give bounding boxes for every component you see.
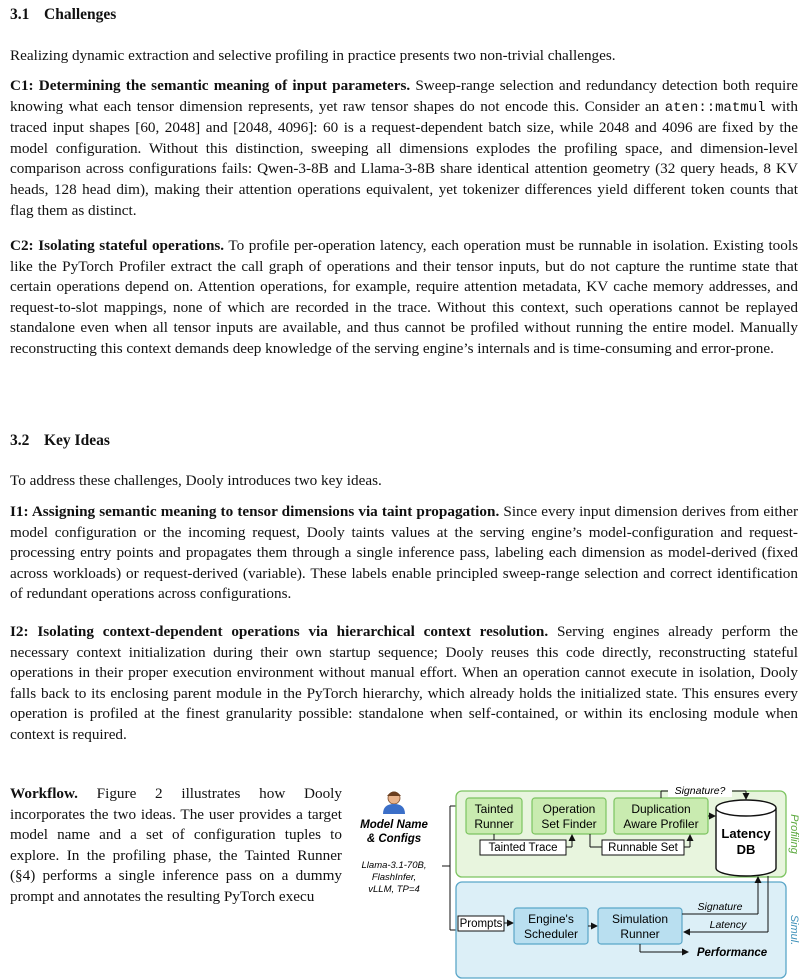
prompts-label: Prompts [459, 918, 503, 930]
paragraph-workflow [10, 784, 342, 908]
simulation-runner-label: Simulation [611, 912, 669, 926]
engine-scheduler-label: Engine's [528, 912, 574, 926]
tainted-trace-label: Tainted Trace [488, 842, 558, 854]
section-title: Challenges [44, 6, 117, 23]
paragraph-text: Sweep-range selection and redundancy detection both require knowing what each tensor dimension represents, yet raw tensor shapes do not encode this. Consider an [10, 77, 798, 115]
paragraph-lead: I1: Assigning semantic meaning to tensor dimensions via taint propagation. [10, 503, 500, 520]
section-number: 3.1 [10, 6, 30, 23]
section-heading-key-ideas [10, 432, 110, 450]
section-number: 3.2 [10, 432, 30, 449]
tainted-runner-label: Tainted [474, 802, 514, 816]
signature-label: Signature [697, 901, 743, 913]
paragraph-text: Realizing dynamic extraction and selective profiling in practice presents two non-trivial challenges. [10, 47, 616, 64]
duplication-profiler-label: Aware Profiler [623, 817, 699, 831]
paragraph-text: Serving engines already perform the necessary context initialization during their own startup sequence; Dooly reuses this code directly, reconstructing stateful operations in their proper execution environment without manual effort. When an operation cannot execute in isolation, Dooly falls back to its enclosing parent module in the PyTorch hierarchy, which already holds the initialized state. This ensures every operation is profiled at the finest granularity possible: standalone when self-contained, or within its enclosing module when context is required. [10, 623, 798, 743]
operation-set-finder-label: Operation [542, 802, 596, 816]
input-example: vLLM, TP=4 [368, 884, 420, 895]
paragraph-text: with traced input shapes [60, 2048] and [2048, 4096]: 60 is a request-dependent batch size, while 2048 and 4096 are fixed by the model configuration. Without this distinction, sweeping all dimensions explodes the profiling space, and dimension-level comparison across configurations fails: Qwen-3-8B and Llama-3-8B share identical attention geometry (32 query heads, 8 KV heads, 128 head dim), making their attention operations equivalent, yet tokenizer differences yield different token counts that flag them as distinct. [10, 97, 798, 219]
input-title: & Configs [366, 833, 422, 845]
input-title: Model Name [360, 819, 428, 831]
paragraph-c2 [10, 236, 798, 360]
engine-scheduler-label: Scheduler [523, 927, 579, 941]
runnable-set-label: Runnable Set [608, 842, 678, 854]
paragraph-text: To address these challenges, Dooly introduces two key ideas. [10, 472, 382, 489]
performance-label: Performance [696, 947, 768, 959]
section-heading-challenges [10, 6, 116, 24]
user-icon [383, 792, 405, 815]
tainted-runner-label: Runner [474, 817, 514, 831]
latency-db-label: DB [736, 842, 756, 857]
latency-db-label: Latency [721, 826, 771, 841]
workflow-figure [350, 784, 802, 980]
signature-query-label: Signature? [674, 785, 726, 797]
operation-set-finder-label: Set Finder [541, 817, 597, 831]
simulation-runner-label: Runner [620, 927, 660, 941]
duplication-profiler-label: Duplication [631, 802, 691, 816]
paragraph-text: Figure 2 illustrates how Dooly incorporates the two ideas. The user provides a target model name and a set of configuration tuples to explore. In the profiling phase, the Tainted Runner (§4) performs a single inference pass on a dummy prompt and annotates the resulting PyTorch execu [10, 785, 342, 905]
paragraph-ideas-intro [10, 471, 798, 492]
latency-label: Latency [709, 919, 747, 931]
paragraph-lead: C2: Isolating stateful operations. [10, 237, 225, 254]
paragraph-intro [10, 46, 798, 67]
paragraph-text: To profile per-operation latency, each operation must be runnable in isolation. Existing tools like the PyTorch Profiler extract the call graph of operations and their tensor inputs, but do not capture the runtime state that certain operations depend on. Attention operations, for example, require attention metadata, KV cache memory addresses, and request-to-slot mappings, none of which are recorded in the trace. Without this context, such operations cannot be replayed standalone even when all tensor inputs are available, and thus cannot be profiled without running the entire model. Manually reconstructing this context demands deep knowledge of the serving engine’s internals and is time-consuming and error-prone. [10, 237, 798, 357]
input-example: Llama-3.1-70B, [361, 860, 427, 871]
profiling-label: Profiling [788, 814, 800, 854]
input-example: FlashInfer, [371, 872, 417, 883]
paragraph-c1 [10, 76, 798, 221]
paragraph-i2 [10, 622, 798, 746]
paragraph-text: Since every input dimension derives from either model configuration or the incoming request, Dooly taints values at the serving engine’s model-configuration and request-processing entry points and propagates them through a single inference pass, labeling each dimension as model-derived (fixed across workloads) or request-derived (variable). These labels enable principled sweep-range selection and correct identification of redundant operations across configurations. [10, 503, 799, 603]
simulation-label: Simul. [788, 914, 800, 946]
paragraph-lead: I2: Isolating context-dependent operations via hierarchical context resolution. [10, 623, 549, 640]
inline-code: aten::matmul [664, 99, 766, 116]
section-title: Key Ideas [44, 432, 110, 449]
paragraph-i1 [10, 502, 798, 605]
paragraph-lead: Workflow. [10, 785, 78, 802]
paragraph-lead: C1: Determining the semantic meaning of input parameters. [10, 77, 411, 94]
